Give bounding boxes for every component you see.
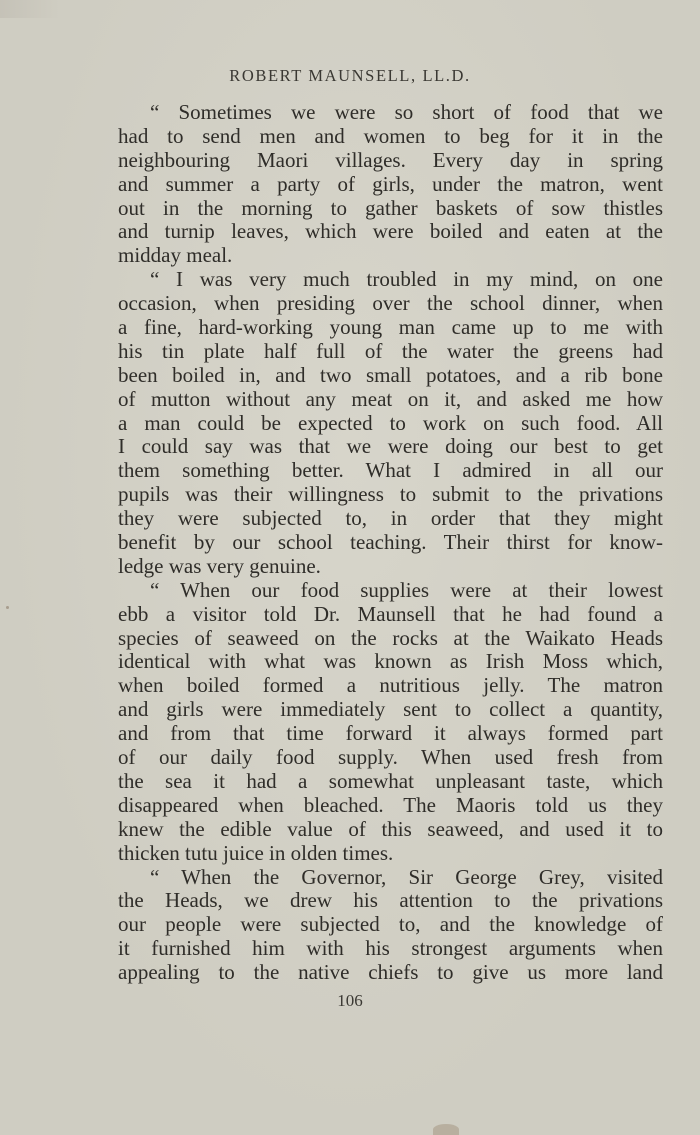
text-line: ledge was very genuine. bbox=[118, 553, 321, 578]
text-line: out in the morning to gather baskets of sow thistles bbox=[118, 195, 663, 220]
paper-stain bbox=[433, 1124, 459, 1135]
text-line: identical with what was known as Irish Moss which, bbox=[118, 649, 663, 674]
text-line: disappeared when bleached. The Maoris told us they bbox=[118, 792, 663, 817]
text-line: them something better. What I admired in all our bbox=[118, 458, 663, 483]
text-line: benefit by our school teaching. Their thirst for know- bbox=[118, 530, 663, 555]
text-line: it furnished him with his strongest arguments when bbox=[118, 936, 663, 961]
text-line: of our daily food supply. When used fresh from bbox=[118, 745, 663, 770]
text-line: our people were subjected to, and the knowledge of bbox=[118, 912, 663, 937]
text-line: pupils was their willingness to submit to the privations bbox=[118, 482, 663, 507]
body-text bbox=[118, 101, 663, 985]
text-line: of mutton without any meat on it, and asked me how bbox=[118, 386, 663, 411]
text-line: his tin plate half full of the water the greens had bbox=[118, 338, 663, 363]
page-smudge bbox=[0, 0, 60, 18]
text-line: ebb a visitor told Dr. Maunsell that he had found a bbox=[118, 601, 663, 626]
text-line: and girls were immediately sent to collect a quantity, bbox=[118, 697, 663, 722]
text-line: species of seaweed on the rocks at the Waikato Heads bbox=[118, 625, 663, 650]
text-line: midday meal. bbox=[118, 243, 233, 268]
text-line: been boiled in, and two small potatoes, and a rib bone bbox=[118, 362, 663, 387]
text-line: and from that time forward it always formed part bbox=[118, 721, 663, 746]
text-line: appealing to the native chiefs to give us more land bbox=[118, 960, 663, 985]
text-line: neighbouring Maori villages. Every day in spring bbox=[118, 147, 663, 172]
text-line: they were subjected to, in order that they might bbox=[118, 506, 663, 531]
text-line: “ When the Governor, Sir George Grey, visited bbox=[150, 864, 663, 889]
page-number: 106 bbox=[337, 991, 363, 1010]
text-line: “ I was very much troubled in my mind, on one bbox=[150, 267, 663, 292]
text-line: the Heads, we drew his attention to the privations bbox=[118, 888, 663, 913]
text-line: knew the edible value of this seaweed, and used it to bbox=[118, 816, 663, 841]
text-line: and turnip leaves, which were boiled and eaten at the bbox=[118, 219, 663, 244]
text-line: “ When our food supplies were at their lowest bbox=[150, 577, 663, 602]
text-line: thicken tutu juice in olden times. bbox=[118, 840, 394, 865]
text-line: and summer a party of girls, under the matron, went bbox=[118, 171, 663, 196]
paper-speck bbox=[6, 606, 9, 609]
text-line: the sea it had a somewhat unpleasant taste, which bbox=[118, 768, 663, 793]
running-header: ROBERT MAUNSELL, LL.D. bbox=[229, 66, 471, 85]
text-line: a man could be expected to work on such food. All bbox=[118, 410, 663, 435]
text-line: when boiled formed a nutritious jelly. The matron bbox=[118, 673, 663, 698]
text-line: I could say was that we were doing our best to get bbox=[118, 434, 663, 459]
text-line: had to send men and women to beg for it in the bbox=[118, 123, 663, 148]
text-line: “ Sometimes we were so short of food that we bbox=[150, 100, 663, 124]
text-line: a fine, hard-working young man came up to me with bbox=[118, 315, 663, 340]
text-line: occasion, when presiding over the school dinner, when bbox=[118, 291, 663, 316]
